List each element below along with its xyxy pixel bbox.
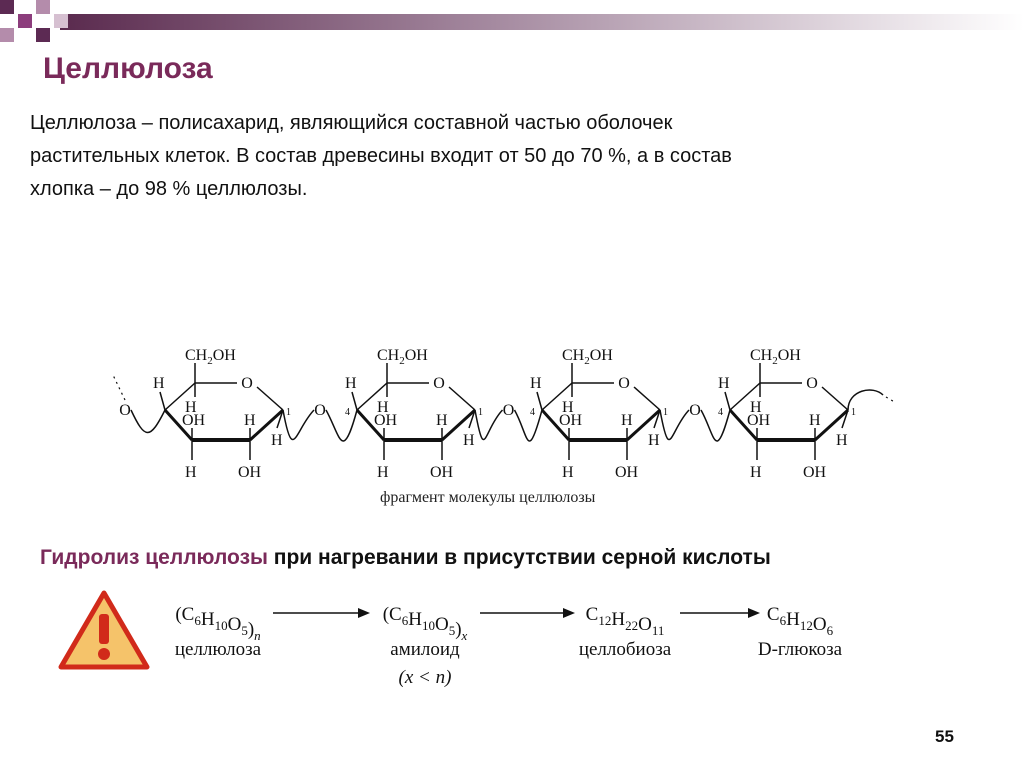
glucose-unit [345, 347, 483, 481]
ring-oxygen-label: O [241, 375, 253, 392]
hydrolysis-heading [40, 546, 771, 570]
h-label: H [377, 464, 389, 481]
bond [822, 387, 848, 410]
ch2oh-label: $CH_2OH$ [750, 347, 801, 367]
h-label: H [750, 399, 762, 416]
oh-label: OH [430, 464, 454, 481]
bond [725, 392, 730, 410]
bond [449, 387, 475, 410]
h-label: H [836, 432, 848, 449]
bridge-oxygen-label: O [314, 402, 326, 419]
reaction-arrowhead [358, 608, 370, 618]
reaction-arrowhead [563, 608, 575, 618]
hydrolysis-formula: $(C_6H_{10}O_5)_x$ [382, 604, 468, 643]
reaction-arrowhead [748, 608, 760, 618]
hydrolysis-heading-rest: при нагревании в присутствии серной кислоты [267, 546, 771, 569]
h-label: H [185, 464, 197, 481]
hydrolysis-heading-highlight: Гидролиз целлюлозы [40, 546, 268, 569]
hydrolysis-note: (x < n) [398, 667, 452, 688]
h-label: H [621, 412, 633, 429]
carbon-number-label: 4 [345, 407, 350, 418]
glycosidic-bond [326, 410, 357, 441]
hydrolysis-compound-name: D-глюкоза [757, 639, 843, 660]
chain-end-bond [131, 410, 165, 433]
ring-oxygen-label: O [806, 375, 818, 392]
h-label: H [185, 399, 197, 416]
glucose-unit [530, 347, 668, 481]
warning-triangle-icon [58, 590, 150, 670]
glucose-unit [153, 347, 291, 481]
carbon-number-label: 1 [478, 407, 483, 418]
ch2oh-label: $CH_2OH$ [185, 347, 236, 367]
ring-oxygen-label: O [618, 375, 630, 392]
ch2oh-label: $CH_2OH$ [562, 347, 613, 367]
ring-oxygen-label: O [433, 375, 445, 392]
carbon-number-label: 4 [718, 407, 723, 418]
h-label: H [463, 432, 475, 449]
glycosidic-bond [701, 410, 730, 441]
end-oxygen-label: O [119, 402, 131, 419]
oh-label: OH [747, 412, 771, 429]
h-label: H [377, 399, 389, 416]
bond [634, 387, 660, 410]
hydrolysis-step [383, 604, 468, 688]
hydrolysis-formula: $C_6H_{12}O_6$ [766, 604, 834, 638]
glucose-unit [718, 347, 856, 481]
h-label: H [809, 412, 821, 429]
oh-label: OH [238, 464, 262, 481]
oh-label: OH [182, 412, 206, 429]
page-number: 55 [935, 727, 954, 746]
hydrolysis-step [175, 604, 262, 660]
carbon-number-label: 1 [851, 407, 856, 418]
h-label: H [345, 375, 357, 392]
cellulose-structure-diagram [95, 335, 895, 485]
h-label: H [718, 375, 730, 392]
bond [537, 392, 542, 410]
intro-line: хлопка – до 98 % целлюлозы. [30, 178, 308, 200]
h-label: H [562, 399, 574, 416]
h-label: H [562, 464, 574, 481]
oh-label: OH [559, 412, 583, 429]
h-label: H [244, 412, 256, 429]
bridge-oxygen-label: O [689, 402, 701, 419]
intro-line: растительных клеток. В состав древесины входит от 50 до 70 %, а в состав [30, 145, 732, 167]
carbon-number-label: 4 [530, 407, 535, 418]
h-label: H [648, 432, 660, 449]
hydrolysis-step [758, 604, 843, 660]
hydrolysis-scheme [170, 595, 890, 695]
oh-label: OH [615, 464, 639, 481]
chain-dots [886, 397, 895, 407]
h-label: H [271, 432, 283, 449]
hydrolysis-compound-name: целлобиоза [578, 639, 672, 660]
top-gradient-bar [0, 0, 1024, 45]
decorative-squares [0, 0, 80, 50]
glycosidic-bond [515, 410, 543, 441]
structure-caption: фрагмент молекулы целлюлозы [380, 489, 596, 506]
h-label: H [750, 464, 762, 481]
slide-title: Целлюлоза [43, 52, 213, 85]
ch2oh-label: $CH_2OH$ [377, 347, 428, 367]
h-label: H [153, 375, 165, 392]
chain-dots [113, 375, 125, 400]
carbon-number-label: 1 [663, 407, 668, 418]
oh-label: OH [803, 464, 827, 481]
hydrolysis-step [579, 604, 672, 660]
h-label: H [530, 375, 542, 392]
oh-label: OH [374, 412, 398, 429]
intro-line: Целлюлоза – полисахарид, являющийся составной частью оболочек [30, 112, 673, 134]
h-label: H [436, 412, 448, 429]
hydrolysis-compound-name: целлюлоза [174, 639, 262, 660]
hydrolysis-formula: $(C_6H_{10}O_5)_n$ [175, 604, 261, 643]
bond [160, 392, 165, 410]
hydrolysis-formula: $C_{12}H_{22}O_{11}$ [585, 604, 665, 638]
intro-paragraph [30, 107, 990, 206]
hydrolysis-compound-name: амилоид [390, 639, 460, 660]
bond [352, 392, 357, 410]
bond [257, 387, 283, 410]
carbon-number-label: 1 [286, 407, 291, 418]
bridge-oxygen-label: O [502, 402, 515, 419]
